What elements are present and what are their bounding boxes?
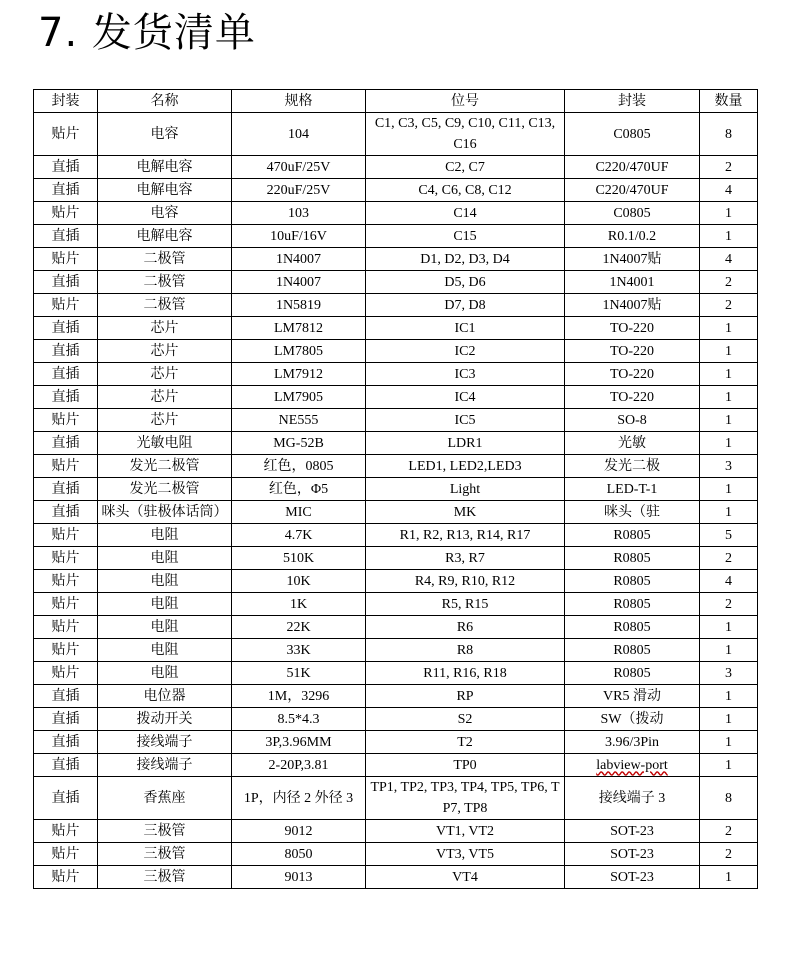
cell-name: 电容 [98, 113, 232, 156]
cell-designator: MK [366, 501, 565, 524]
cell-quantity: 1 [700, 731, 758, 754]
cell-spec: 103 [232, 202, 366, 225]
cell-name: 三极管 [98, 843, 232, 866]
cell-designator: RP [366, 685, 565, 708]
cell-mount-type: 贴片 [34, 616, 98, 639]
header-row [34, 90, 758, 113]
cell-mount-type: 直插 [34, 156, 98, 179]
cell-package: C220/470UF [565, 179, 700, 202]
cell-mount-type: 直插 [34, 317, 98, 340]
cell-quantity: 1 [700, 478, 758, 501]
cell-designator: D5, D6 [366, 271, 565, 294]
cell-package: SO-8 [565, 409, 700, 432]
table-row [34, 478, 758, 501]
cell-mount-type: 贴片 [34, 547, 98, 570]
cell-mount-type: 直插 [34, 271, 98, 294]
cell-quantity: 1 [700, 685, 758, 708]
cell-name: 接线端子 [98, 731, 232, 754]
cell-spec: 104 [232, 113, 366, 156]
table-body [34, 113, 758, 889]
cell-name: 芯片 [98, 317, 232, 340]
cell-quantity: 1 [700, 754, 758, 777]
table-row [34, 455, 758, 478]
cell-package: SW（拨动 [565, 708, 700, 731]
cell-designator: VT1, VT2 [366, 820, 565, 843]
cell-designator: IC1 [366, 317, 565, 340]
table-row [34, 271, 758, 294]
cell-name: 二极管 [98, 294, 232, 317]
cell-designator: R1, R2, R13, R14, R17 [366, 524, 565, 547]
cell-designator: TP1, TP2, TP3, TP4, TP5, TP6, TP7, TP8 [366, 777, 565, 820]
cell-mount-type: 直插 [34, 179, 98, 202]
cell-spec: 3P,3.96MM [232, 731, 366, 754]
cell-quantity: 4 [700, 248, 758, 271]
cell-quantity: 1 [700, 432, 758, 455]
cell-mount-type: 贴片 [34, 662, 98, 685]
cell-package: R0805 [565, 639, 700, 662]
cell-mount-type: 直插 [34, 501, 98, 524]
cell-name: 电阻 [98, 524, 232, 547]
table-row [34, 432, 758, 455]
table-row [34, 754, 758, 777]
cell-mount-type: 直插 [34, 777, 98, 820]
cell-name: 发光二极管 [98, 478, 232, 501]
table-row [34, 593, 758, 616]
cell-quantity: 5 [700, 524, 758, 547]
cell-spec: 22K [232, 616, 366, 639]
cell-spec: LM7912 [232, 363, 366, 386]
cell-designator: R6 [366, 616, 565, 639]
table-row [34, 866, 758, 889]
cell-spec: 1N4007 [232, 271, 366, 294]
cell-mount-type: 贴片 [34, 820, 98, 843]
cell-designator: R8 [366, 639, 565, 662]
cell-package: 发光二极 [565, 455, 700, 478]
cell-designator: D7, D8 [366, 294, 565, 317]
table-row [34, 363, 758, 386]
cell-mount-type: 贴片 [34, 409, 98, 432]
cell-quantity: 1 [700, 639, 758, 662]
cell-package: SOT-23 [565, 866, 700, 889]
header-mount-type: 封装 [34, 90, 98, 113]
cell-mount-type: 贴片 [34, 202, 98, 225]
header-package: 封装 [565, 90, 700, 113]
cell-designator: R3, R7 [366, 547, 565, 570]
cell-designator: LED1, LED2,LED3 [366, 455, 565, 478]
cell-quantity: 1 [700, 501, 758, 524]
cell-quantity: 4 [700, 570, 758, 593]
cell-quantity: 2 [700, 271, 758, 294]
cell-package: 1N4007贴 [565, 294, 700, 317]
cell-package: 1N4001 [565, 271, 700, 294]
cell-designator: R4, R9, R10, R12 [366, 570, 565, 593]
cell-package [565, 754, 700, 777]
table-row [34, 202, 758, 225]
cell-name: 芯片 [98, 340, 232, 363]
cell-designator: IC2 [366, 340, 565, 363]
cell-name: 光敏电阻 [98, 432, 232, 455]
cell-name: 香蕉座 [98, 777, 232, 820]
cell-designator: VT4 [366, 866, 565, 889]
table-row [34, 501, 758, 524]
cell-designator: VT3, VT5 [366, 843, 565, 866]
cell-name: 芯片 [98, 409, 232, 432]
cell-spec: 470uF/25V [232, 156, 366, 179]
table-row [34, 820, 758, 843]
cell-quantity: 1 [700, 202, 758, 225]
table-header [34, 90, 758, 113]
cell-spec: 10K [232, 570, 366, 593]
cell-mount-type: 贴片 [34, 455, 98, 478]
cell-spec: 1N5819 [232, 294, 366, 317]
cell-mount-type: 贴片 [34, 524, 98, 547]
table-row [34, 616, 758, 639]
table-row [34, 156, 758, 179]
cell-spec: 4.7K [232, 524, 366, 547]
cell-name: 发光二极管 [98, 455, 232, 478]
cell-quantity: 1 [700, 708, 758, 731]
cell-package-text: labview-port [596, 757, 668, 773]
cell-mount-type: 直插 [34, 708, 98, 731]
cell-package: TO-220 [565, 363, 700, 386]
cell-spec: MG-52B [232, 432, 366, 455]
cell-quantity: 2 [700, 820, 758, 843]
table-row [34, 570, 758, 593]
cell-spec: 1P，内径 2 外径 3 [232, 777, 366, 820]
cell-spec: 1N4007 [232, 248, 366, 271]
cell-spec: 33K [232, 639, 366, 662]
cell-mount-type: 贴片 [34, 294, 98, 317]
table-row [34, 685, 758, 708]
cell-designator: C4, C6, C8, C12 [366, 179, 565, 202]
cell-spec: NE555 [232, 409, 366, 432]
table-row [34, 731, 758, 754]
cell-spec: 220uF/25V [232, 179, 366, 202]
table-row [34, 524, 758, 547]
header-spec: 规格 [232, 90, 366, 113]
cell-name: 咪头（驻极体话筒） [98, 501, 232, 524]
cell-name: 电阻 [98, 662, 232, 685]
cell-name: 三极管 [98, 820, 232, 843]
cell-name: 电阻 [98, 616, 232, 639]
cell-spec: 1K [232, 593, 366, 616]
cell-package: TO-220 [565, 317, 700, 340]
cell-name: 二极管 [98, 271, 232, 294]
cell-mount-type: 直插 [34, 685, 98, 708]
cell-designator: TP0 [366, 754, 565, 777]
cell-package: C0805 [565, 202, 700, 225]
table-row [34, 843, 758, 866]
cell-spec: 9012 [232, 820, 366, 843]
cell-package: 咪头（驻 [565, 501, 700, 524]
cell-quantity: 2 [700, 593, 758, 616]
table-row [34, 777, 758, 820]
cell-name: 拨动开关 [98, 708, 232, 731]
cell-designator: IC4 [366, 386, 565, 409]
cell-spec: MIC [232, 501, 366, 524]
cell-quantity: 1 [700, 225, 758, 248]
cell-spec: LM7805 [232, 340, 366, 363]
cell-quantity: 1 [700, 409, 758, 432]
shipping-list-table [33, 89, 758, 889]
cell-name: 电容 [98, 202, 232, 225]
cell-designator: C14 [366, 202, 565, 225]
cell-name: 电解电容 [98, 156, 232, 179]
cell-package: C220/470UF [565, 156, 700, 179]
cell-package: R0805 [565, 524, 700, 547]
cell-name: 三极管 [98, 866, 232, 889]
cell-package: R0805 [565, 547, 700, 570]
cell-quantity: 3 [700, 455, 758, 478]
table-row [34, 639, 758, 662]
cell-package: R0.1/0.2 [565, 225, 700, 248]
cell-quantity: 2 [700, 156, 758, 179]
table-row [34, 708, 758, 731]
cell-designator: D1, D2, D3, D4 [366, 248, 565, 271]
cell-package: 光敏 [565, 432, 700, 455]
cell-package: VR5 滑动 [565, 685, 700, 708]
cell-name: 芯片 [98, 363, 232, 386]
cell-mount-type: 贴片 [34, 248, 98, 271]
cell-package: R0805 [565, 570, 700, 593]
cell-designator: R11, R16, R18 [366, 662, 565, 685]
cell-spec: 8050 [232, 843, 366, 866]
cell-package: 接线端子 3 [565, 777, 700, 820]
cell-mount-type: 贴片 [34, 593, 98, 616]
cell-designator: T2 [366, 731, 565, 754]
cell-designator: C15 [366, 225, 565, 248]
table-row [34, 340, 758, 363]
cell-quantity: 2 [700, 843, 758, 866]
cell-designator: R5, R15 [366, 593, 565, 616]
cell-quantity: 1 [700, 866, 758, 889]
cell-quantity: 1 [700, 386, 758, 409]
header-quantity: 数量 [700, 90, 758, 113]
cell-mount-type: 直插 [34, 731, 98, 754]
cell-name: 芯片 [98, 386, 232, 409]
cell-mount-type: 直插 [34, 340, 98, 363]
cell-mount-type: 贴片 [34, 866, 98, 889]
cell-package: R0805 [565, 593, 700, 616]
cell-spec: LM7905 [232, 386, 366, 409]
cell-designator: LDR1 [366, 432, 565, 455]
cell-mount-type: 贴片 [34, 570, 98, 593]
cell-name: 电位器 [98, 685, 232, 708]
cell-package: SOT-23 [565, 820, 700, 843]
header-designator: 位号 [366, 90, 565, 113]
cell-quantity: 1 [700, 363, 758, 386]
cell-package: R0805 [565, 616, 700, 639]
cell-spec: 510K [232, 547, 366, 570]
cell-spec: 红色，0805 [232, 455, 366, 478]
cell-package: R0805 [565, 662, 700, 685]
cell-quantity: 2 [700, 547, 758, 570]
cell-mount-type: 贴片 [34, 843, 98, 866]
cell-spec: 2-20P,3.81 [232, 754, 366, 777]
header-name: 名称 [98, 90, 232, 113]
cell-mount-type: 贴片 [34, 113, 98, 156]
cell-quantity: 8 [700, 113, 758, 156]
cell-name: 电阻 [98, 570, 232, 593]
cell-quantity: 1 [700, 616, 758, 639]
cell-name: 电解电容 [98, 225, 232, 248]
cell-name: 电阻 [98, 547, 232, 570]
cell-mount-type: 直插 [34, 432, 98, 455]
cell-package: LED-T-1 [565, 478, 700, 501]
cell-spec: 9013 [232, 866, 366, 889]
cell-name: 电解电容 [98, 179, 232, 202]
table-row [34, 386, 758, 409]
cell-mount-type: 直插 [34, 363, 98, 386]
table-row [34, 294, 758, 317]
table-row [34, 662, 758, 685]
cell-spec: LM7812 [232, 317, 366, 340]
table-row [34, 248, 758, 271]
table-row [34, 317, 758, 340]
table-row [34, 409, 758, 432]
cell-package: 1N4007贴 [565, 248, 700, 271]
cell-name: 电阻 [98, 639, 232, 662]
table-row [34, 113, 758, 156]
cell-designator: S2 [366, 708, 565, 731]
cell-mount-type: 直插 [34, 478, 98, 501]
table-row [34, 179, 758, 202]
cell-quantity: 1 [700, 317, 758, 340]
table-row [34, 547, 758, 570]
cell-designator: IC5 [366, 409, 565, 432]
cell-package: TO-220 [565, 386, 700, 409]
page-title: 7. 发货清单 [38, 10, 256, 56]
cell-designator: Light [366, 478, 565, 501]
cell-mount-type: 直插 [34, 754, 98, 777]
cell-spec: 红色，Φ5 [232, 478, 366, 501]
cell-package: SOT-23 [565, 843, 700, 866]
cell-name: 接线端子 [98, 754, 232, 777]
cell-quantity: 3 [700, 662, 758, 685]
cell-mount-type: 直插 [34, 225, 98, 248]
cell-mount-type: 直插 [34, 386, 98, 409]
cell-designator: C1, C3, C5, C9, C10, C11, C13, C16 [366, 113, 565, 156]
cell-name: 电阻 [98, 593, 232, 616]
cell-quantity: 4 [700, 179, 758, 202]
cell-quantity: 1 [700, 340, 758, 363]
cell-spec: 1M，3296 [232, 685, 366, 708]
cell-designator: IC3 [366, 363, 565, 386]
cell-name: 二极管 [98, 248, 232, 271]
cell-spec: 51K [232, 662, 366, 685]
cell-package: TO-220 [565, 340, 700, 363]
cell-spec: 8.5*4.3 [232, 708, 366, 731]
cell-mount-type: 贴片 [34, 639, 98, 662]
cell-spec: 10uF/16V [232, 225, 366, 248]
cell-quantity: 8 [700, 777, 758, 820]
table-row [34, 225, 758, 248]
cell-designator: C2, C7 [366, 156, 565, 179]
cell-quantity: 2 [700, 294, 758, 317]
cell-package: C0805 [565, 113, 700, 156]
cell-package: 3.96/3Pin [565, 731, 700, 754]
